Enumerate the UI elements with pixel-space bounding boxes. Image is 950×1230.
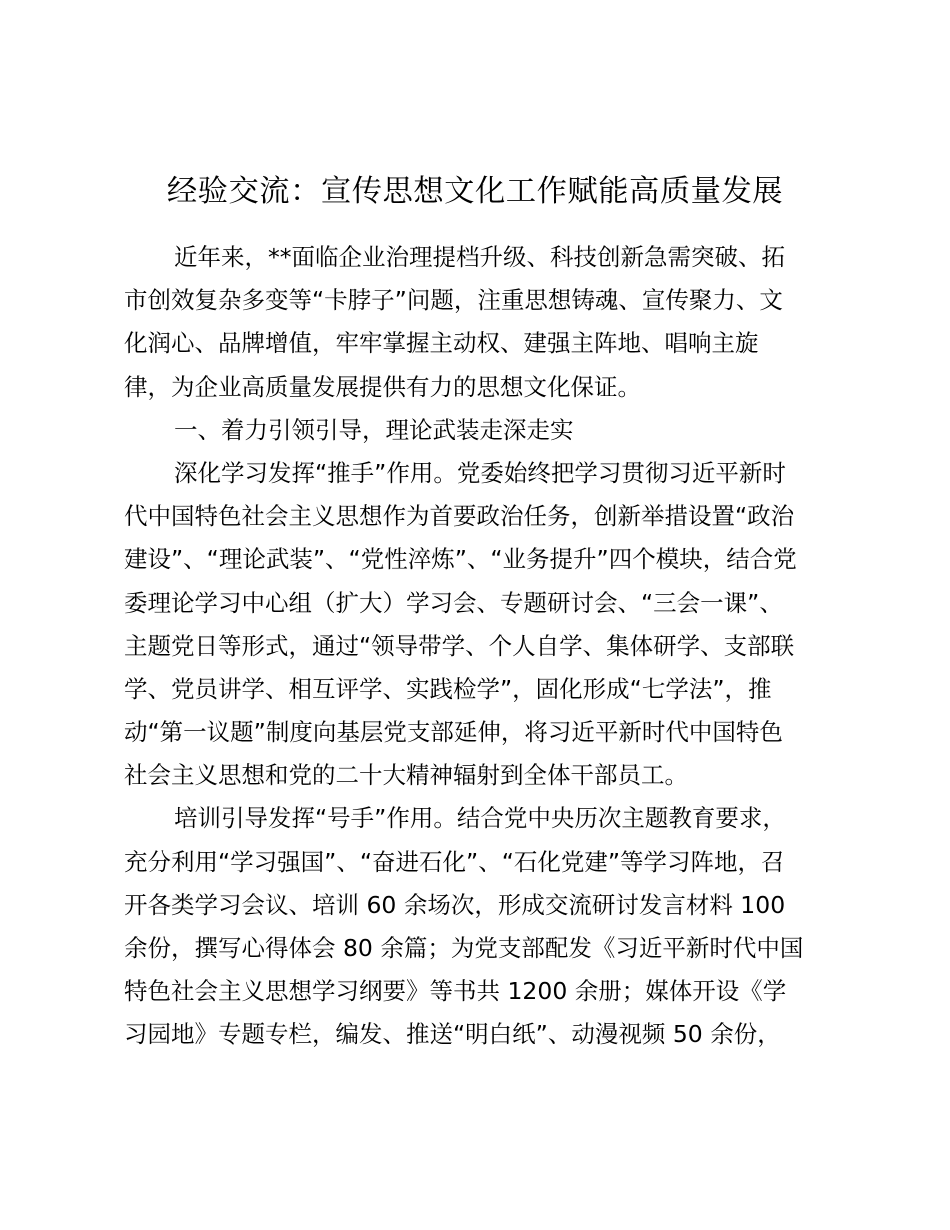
text-line: 代中国特色社会主义思想作为首要政治任务，创新举措设置“政治 <box>124 502 795 531</box>
document-title: 经验交流：宣传思想文化工作赋能高质量发展 <box>166 174 784 209</box>
text-line: 建设”、“理论武装”、“党性淬炼”、“业务提升”四个模块，结合党 <box>124 545 797 574</box>
text-line: 充分利用“学习强国”、“奋进石化”、“石化党建”等学习阵地，召 <box>124 847 785 876</box>
document-body <box>124 236 844 1057</box>
text-line: 培训引导发挥“号手”作用。结合党中央历次主题教育要求， <box>174 804 786 833</box>
text-line: 主题党日等形式，通过“领导带学、个人自学、集体研学、支部联 <box>124 631 795 660</box>
text-line: 动“第一议题”制度向基层党支部延伸，将习近平新时代中国特色 <box>124 718 783 747</box>
text-line: 社会主义思想和党的二十大精神辐射到全体干部员工。 <box>124 761 688 790</box>
text-line: 开各类学习会议、培训 60 余场次，形成交流研讨发言材料 100 <box>124 890 786 919</box>
text-line: 一、着力引领引导，理论武装走深走实 <box>174 415 574 444</box>
text-line: 习园地》专题专栏，编发、推送“明白纸”、动漫视频 50 余份， <box>124 1020 781 1049</box>
text-line: 学、党员讲学、相互评学、实践检学”，固化形成“七学法”，推 <box>124 674 772 703</box>
text-line: 委理论学习中心组（扩大）学习会、专题研讨会、“三会一课”、 <box>124 588 783 617</box>
text-line: 深化学习发挥“推手”作用。党委始终把学习贯彻习近平新时 <box>174 458 786 487</box>
text-line: 市创效复杂多变等“卡脖子”问题，注重思想铸魂、宣传聚力、文 <box>124 286 783 315</box>
text-line: 近年来，**面临企业治理提档升级、科技创新急需突破、拓 <box>174 243 785 271</box>
text-line: 余份，撰写心得体会 80 余篇；为党支部配发《习近平新时代中国 <box>124 934 804 962</box>
text-line: 特色社会主义思想学习纲要》等书共 1200 余册；媒体开设《学 <box>124 977 787 1006</box>
text-line: 律，为企业高质量发展提供有力的思想文化保证。 <box>124 372 641 401</box>
text-line: 化润心、品牌增值，牢牢掌握主动权、建强主阵地、唱响主旋 <box>124 329 759 358</box>
